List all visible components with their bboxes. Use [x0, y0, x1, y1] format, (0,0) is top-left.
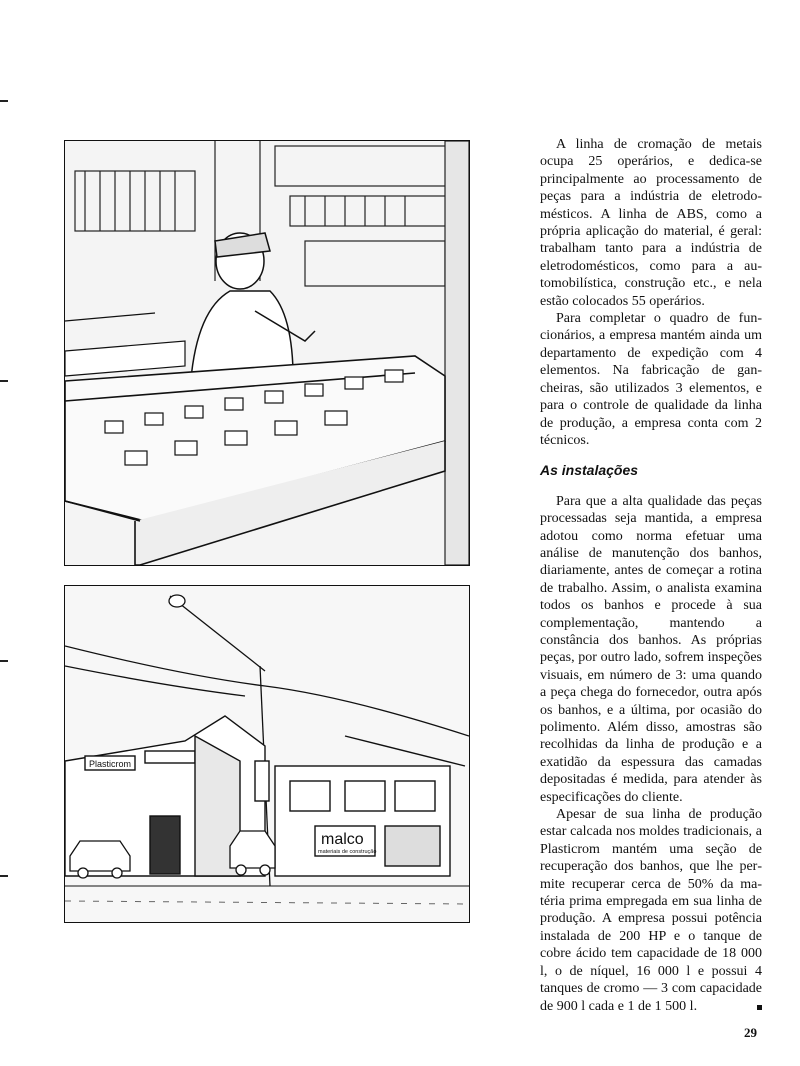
paragraph-last — [540, 806, 762, 1015]
margin-mark — [0, 380, 8, 382]
paragraph: Para que a alta qualidade das peças processadas seja mantida, a empresa adotou como norma efetuar uma análise de manutenção dos banhos, diariamente, antes de começar a rotina de trabalho. Assim, o analista examina todos os banhos e procede à sua complementação, mantendo a constância dos banhos. As próprias peças, por outro lado, sofrem inspeções visuais, em número de 3: uma quando a peça chega do fornecedor, outra após os banhos, e a última, por ocasião do polimento. Além disso, amostras são recolhidas da linha de produção e a exatidão da espessura das camadas depositadas é medida, para atender às especificações do cliente. — [540, 493, 762, 805]
margin-mark — [0, 660, 8, 662]
margin-mark — [0, 100, 8, 102]
factory-illustration — [65, 141, 469, 565]
section-heading: As instalações — [540, 462, 639, 479]
page-number: 29 — [744, 1025, 757, 1040]
paragraph: A linha de cromação de metais ocupa 25 operários, e dedica-se principalmente ao processamento de peças para a indústria de eletrodomésticos. A linha de ABS, como a própria aplicação do material, é geral: trabalham tanto para a indústria de eletrodomésticos, como para a automobilística, construção etc., e nela estão colocados 55 operários. — [540, 137, 762, 309]
factory-photo — [64, 140, 470, 566]
sign-plasticrom: Plasticrom — [89, 759, 132, 769]
margin-mark — [0, 875, 8, 877]
paragraph: Para completar o quadro de funcionários, a empresa mantém ainda um departamento de expedição com 4 elementos. Na fabricação de gancheiras, são utilizados 3 elementos, e para o controle de qualidade da linha de produção, a empresa conta com 2 técnicos. — [540, 311, 762, 448]
sign-malco-sub: materiais de construção — [318, 849, 377, 855]
end-mark — [757, 1005, 762, 1010]
building-illustration — [65, 586, 469, 922]
article-column — [540, 136, 762, 1015]
sign-malco: malco — [321, 831, 364, 848]
paragraph-text: Apesar de sua linha de produção estar calcada nos moldes tradicionais, a Plasticrom mantém uma seção de recuperação dos banhos, que lhe permite recuperar cerca de 50% da matéria prima empregada em sua linha de produção. A empresa possui potência instalada de 200 HP e o tanque de cobre ácido tem capacidade de 18 000 l, o de níquel, 16 000 l e possui 4 tanques de cromo — 3 com capacidade de 900 l cada e 1 de 1 500 l. — [540, 807, 762, 1014]
building-photo — [64, 585, 470, 923]
